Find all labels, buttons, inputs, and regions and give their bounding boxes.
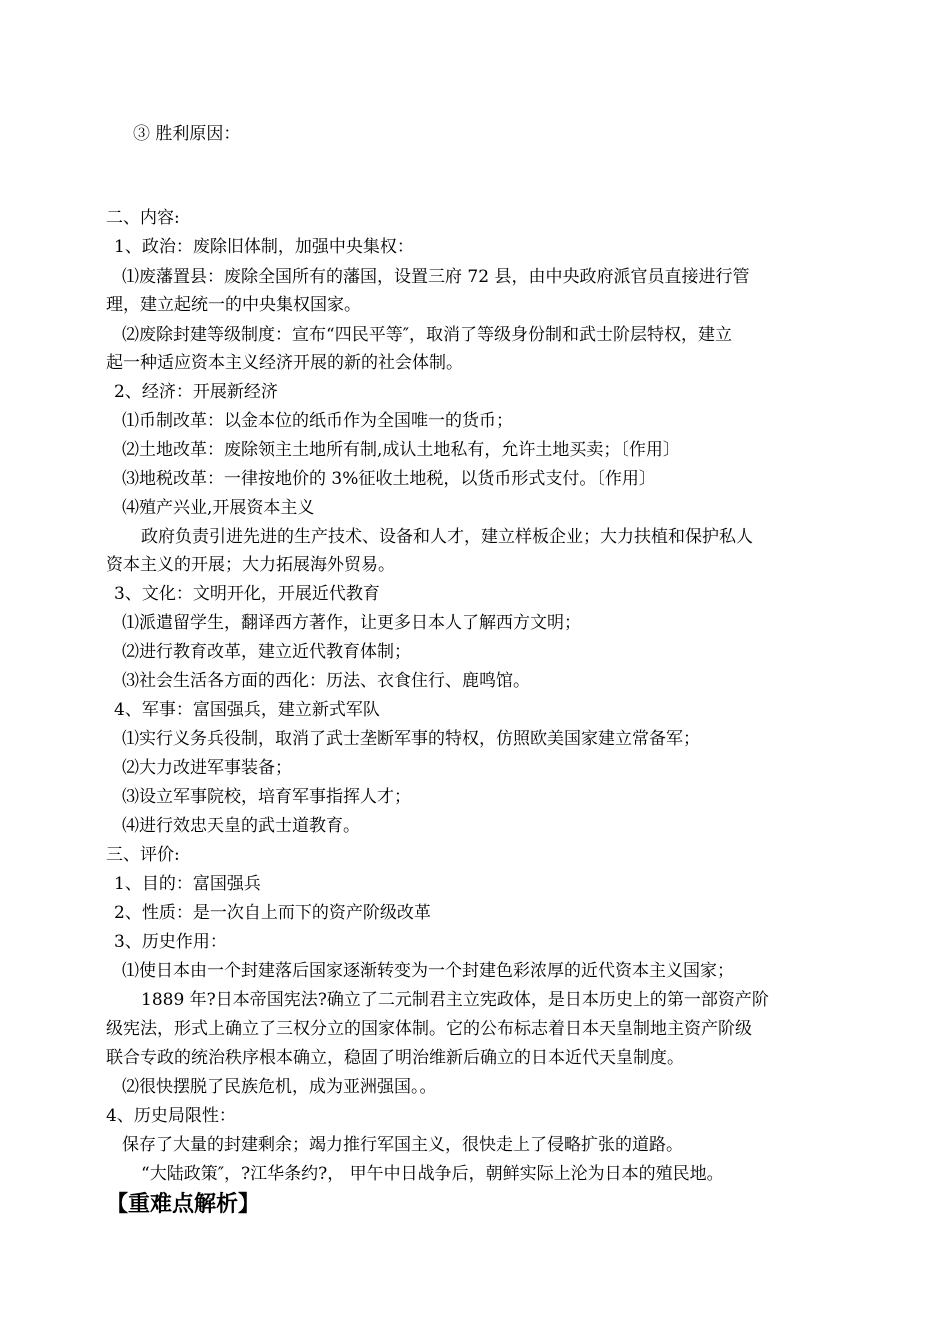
economy-title: 2、经济：开展新经济 xyxy=(114,382,278,402)
economy-item-3: ⑶地税改革：一律按地价的 3%征收土地税，以货币形式支付。〔作用〕 xyxy=(122,469,656,489)
evaluation-role-desc-line-1: 1889 年?日本帝国宪法?确立了二元制君主立宪政体，是日本历史上的第一部资产阶 xyxy=(141,990,769,1010)
evaluation-role-item-2: ⑵很快摆脱了民族危机，成为亚洲强国。。 xyxy=(122,1077,437,1097)
section-2-title: 二、内容: xyxy=(106,208,180,228)
economy-item-4-desc-line-1: 政府负责引进先进的生产技术、设备和人才，建立样板企业；大力扶植和保护私人 xyxy=(141,527,753,547)
evaluation-role-title: 3、历史作用： xyxy=(114,932,227,952)
military-item-3: ⑶设立军事院校，培育军事指挥人才； xyxy=(122,787,411,807)
politics-item-1-line-2: 理，建立起统一的中央集权国家。 xyxy=(106,295,361,315)
economy-item-2: ⑵土地改革：废除领主土地所有制,成认土地私有，允许土地买卖；〔作用〕 xyxy=(122,440,680,460)
military-item-1: ⑴实行义务兵役制，取消了武士垄断军事的特权，仿照欧美国家建立常备军； xyxy=(122,729,700,749)
victory-reasons-line: ③ 胜利原因： xyxy=(133,124,241,144)
culture-title: 3、文化：文明开化，开展近代教育 xyxy=(114,584,380,604)
military-item-2: ⑵大力改进军事装备； xyxy=(122,758,292,778)
politics-item-2-line-2: 起一种适应资本主义经济开展的新的社会体制。 xyxy=(106,353,463,373)
evaluation-limits-desc: 保存了大量的封建剩余；竭力推行军国主义，很快走上了侵略扩张的道路。 xyxy=(122,1135,683,1155)
culture-item-2: ⑵进行教育改革，建立近代教育体制； xyxy=(122,642,411,662)
military-item-4: ⑷进行效忠天皇的武士道教育。 xyxy=(122,816,360,836)
evaluation-purpose: 1、目的：富国强兵 xyxy=(114,874,261,894)
economy-item-4-desc-line-2: 资本主义的开展；大力拓展海外贸易。 xyxy=(106,555,395,575)
culture-item-3: ⑶社会生活各方面的西化：历法、衣食住行、鹿鸣馆。 xyxy=(122,671,530,691)
economy-item-1: ⑴币制改革：以金本位的纸币作为全国唯一的货币； xyxy=(122,411,513,431)
economy-item-4: ⑷殖产兴业,开展资本主义 xyxy=(122,498,315,518)
military-title: 4、军事：富国强兵，建立新式军队 xyxy=(114,700,380,720)
key-points-heading: 【重难点解析】 xyxy=(106,1192,261,1217)
evaluation-role-desc-line-2: 级宪法，形式上确立了三权分立的国家体制。它的公布标志着日本天皇制地主资产阶级 xyxy=(106,1019,752,1039)
evaluation-limits-title: 4、历史局限性： xyxy=(106,1106,236,1126)
section-3-title: 三、评价: xyxy=(106,845,180,865)
evaluation-limits-example: “大陆政策″，?江华条约?， 甲午中日战争后，朝鲜实际上沦为日本的殖民地。 xyxy=(141,1164,724,1184)
evaluation-role-item-1: ⑴使日本由一个封建落后国家逐渐转变为一个封建色彩浓厚的近代资本主义国家； xyxy=(122,961,734,981)
evaluation-nature: 2、性质：是一次自上而下的资产阶级改革 xyxy=(114,903,431,923)
politics-title: 1、政治：废除旧体制，加强中央集权： xyxy=(114,237,414,257)
culture-item-1: ⑴派遣留学生，翻译西方著作，让更多日本人了解西方文明； xyxy=(122,613,581,633)
politics-item-1-line-1: ⑴废藩置县：废除全国所有的藩国，设置三府 72 县，由中央政府派官员直接进行管 xyxy=(122,267,750,287)
evaluation-role-desc-line-3: 联合专政的统治秩序根本确立，稳固了明治维新后确立的日本近代天皇制度。 xyxy=(106,1048,684,1068)
politics-item-2-line-1: ⑵废除封建等级制度：宣布“四民平等″，取消了等级身份制和武士阶层特权，建立 xyxy=(122,325,733,345)
